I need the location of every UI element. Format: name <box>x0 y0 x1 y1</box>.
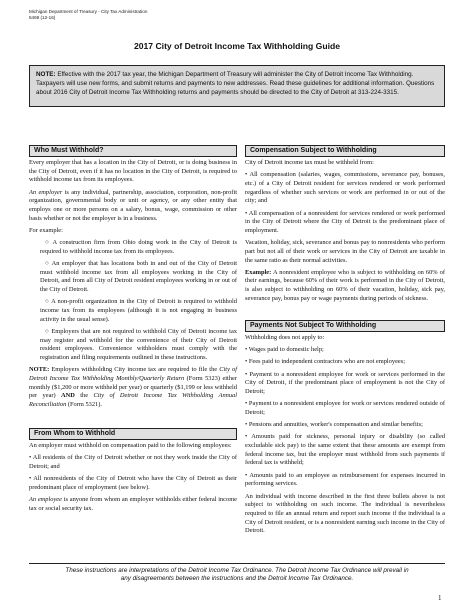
bullet-item: • Pensions and annuities, worker's compensation and similar benefits; <box>245 421 423 429</box>
paragraph-text: Employers withholding City income tax are required to file the <box>49 366 220 374</box>
bullet-item: • All compensation of a nonresident for services rendered or work performed in the City of Detroit where the City of Detroit is the predominant place of employment. <box>245 209 445 234</box>
example-item: ○ A construction firm from Ohio doing work in the City of Detroit is required to withhold income tax from its employees. <box>40 239 237 255</box>
paragraph: Withholding does not apply to: <box>245 334 325 341</box>
section-heading-compensation-subject: Compensation Subject to Withholding <box>245 145 445 157</box>
bullet-item: • All compensation (salaries, wages, commissions, severance pay, bonuses, etc.) of a City of Detroit resident for services rendered or work performed regardless of whether such services or work are performed in or out of the city; and <box>245 171 445 205</box>
bullet-item: • Wages paid to domestic help; <box>245 346 324 354</box>
paragraph <box>29 366 237 410</box>
who-must-withhold-body <box>29 159 237 413</box>
paragraph: City of Detroit income tax must be withheld from: <box>245 159 374 166</box>
bullet-item: • Amounts paid for sickness, personal injury or disability (so called excludable sick pay) to the same extent that these amounts are exempt from federal income tax, but the employer must withhold from such payments if federal tax is withheld; <box>245 433 445 467</box>
paragraph-text: (Form 5323) either monthly ($1,200 or more withheld per year) or quarterly ($1,199 or less withheld per year) <box>29 374 237 400</box>
from-whom-body <box>29 442 237 517</box>
agency-header <box>29 9 147 20</box>
section-heading-payments-not-subject: Payments Not Subject To Withholding <box>245 320 445 332</box>
bullet-item: • Payment to a nonresident employee for work or services performed in the City of Detroit, if the predominant place of employment is not the City of Detroit; <box>245 370 445 396</box>
footer-line: any disagreements between the instructions and the Detroit Income Tax Ordinance. <box>120 575 354 582</box>
paragraph: Every employer that has a location in the City of Detroit, or is doing business in the City of Detroit, even if it has no location in the City of Detroit, is required to withhold income tax from its employees. <box>29 159 237 184</box>
footer-disclaimer <box>29 563 445 592</box>
compensation-subject-body <box>245 159 445 307</box>
example-item: ○ An employer that has locations both in and out of the City of Detroit must withhold income tax from all employees working in the City of Detroit, and from all City of Detroit resident employees working in or out of the City of Detroit. <box>40 260 237 294</box>
note-label: NOTE: <box>29 366 50 374</box>
paragraph: An employer must withhold on compensation paid to the following employees: <box>29 442 232 449</box>
example-item: ○ A non-profit organization in the City of Detroit is required to withhold income tax from its employees (although it is not engaging in business activity in the usual sense). <box>40 298 237 323</box>
note-label: NOTE: <box>36 71 56 78</box>
paragraph-text: is anyone from whom an employer withholds either federal income tax or social security tax. <box>29 496 238 512</box>
example-label: Example: <box>245 268 272 276</box>
payments-not-subject-body <box>245 334 445 540</box>
paragraph <box>29 496 237 513</box>
term-employer: An employer <box>29 188 63 196</box>
bullet-item: • Payment to a nonresident employee for work or services rendered outside of Detroit; <box>245 400 445 416</box>
example-item: ○ Employers that are not required to withhold City of Detroit income tax may register and withhold for the convenience of their City of Detroit resident employees. Convenience withholders must comply with the registration and filing requirements outlined in these instructions. <box>40 327 237 362</box>
paragraph <box>245 269 445 304</box>
section-heading-from-whom: From Whom to Withhold <box>29 428 237 440</box>
form-title: City of Detroit Income Tax Withholding Annual Reconciliation <box>29 392 237 409</box>
bullet-item: • All nonresidents of the City of Detroit who have the City of Detroit as their predominant place of employment (see below). <box>29 475 237 491</box>
paragraph-text: A nonresident employee who is subject to withholding on 60% of their earnings, because 60% of their work is performed in the City of Detroit, is also subject to withholding on 60% of their vacation, holiday, sick pay, severance pay, bonus pay or wage payments during periods of sickness. <box>245 268 445 302</box>
bullet-item: • Amounts paid to an employee as reimbursement for expenses incurred in performing services. <box>245 471 445 488</box>
paragraph: For example: <box>29 226 63 234</box>
form-number: 5469 (12-16) <box>29 14 56 20</box>
form-title: City of Detroit Income Tax Withholding Monthly/Quarterly Return <box>29 366 237 382</box>
paragraph: Vacation, holiday, sick, severance and bonus pay to nonresidents who perform part but not all of their work or services in the City of Detroit are taxable in the same ratio as their normal activities. <box>245 239 445 264</box>
note-box <box>29 65 445 107</box>
paragraph <box>29 189 237 224</box>
paragraph-text: the <box>74 392 94 400</box>
section-heading-who-must-withhold: Who Must Withhold? <box>29 145 237 157</box>
bullet-item: • All residents of the City of Detroit whether or not they work inside the City of Detroit; and <box>29 454 237 470</box>
paragraph: An individual with income described in the first three bullets above is not subject to withholding on such income. The individual is nevertheless required to file an annual return and report such income if the individual is a City of Detroit resident, or is a nonresident earning such income in the City of Detroit. <box>245 492 445 535</box>
paragraph-text: (Form 5321). <box>66 401 102 409</box>
emphasis: AND <box>61 392 75 400</box>
agency-name: Michigan Department of Treasury - City Tax Administration <box>29 9 148 14</box>
bullet-item: • Fees paid to independent contractors who are not employees; <box>245 358 406 366</box>
note-text: Effective with the 2017 tax year, the Michigan Department of Treasury will administer the City of Detroit Income Tax Withholding. Taxpayers will use new forms, and submit returns and payments to new addresses. Read these guidelines for additional information. Questions about 2016 City of Detroit Income Tax Withholding returns and payments should be directed to the City of Detroit at 313-224-3315. <box>36 71 435 96</box>
footer-line: These instructions are interpretations of the Detroit Income Tax Ordinance. The Detroit Income Tax Ordinance will prevail in <box>65 567 409 574</box>
paragraph-text: is any individual, partnership, association, corporation, non-profit organization, governmental body or unit or agency, or any other entity that employs one or more persons on a salary, bonus, wage, commission or other basis whether or not the employer is in a business. <box>29 188 237 222</box>
term-employee: An employee <box>29 496 62 504</box>
page-title: 2017 City of Detroit Income Tax Withholding Guide <box>133 41 341 51</box>
page-number: 1 <box>438 594 442 602</box>
